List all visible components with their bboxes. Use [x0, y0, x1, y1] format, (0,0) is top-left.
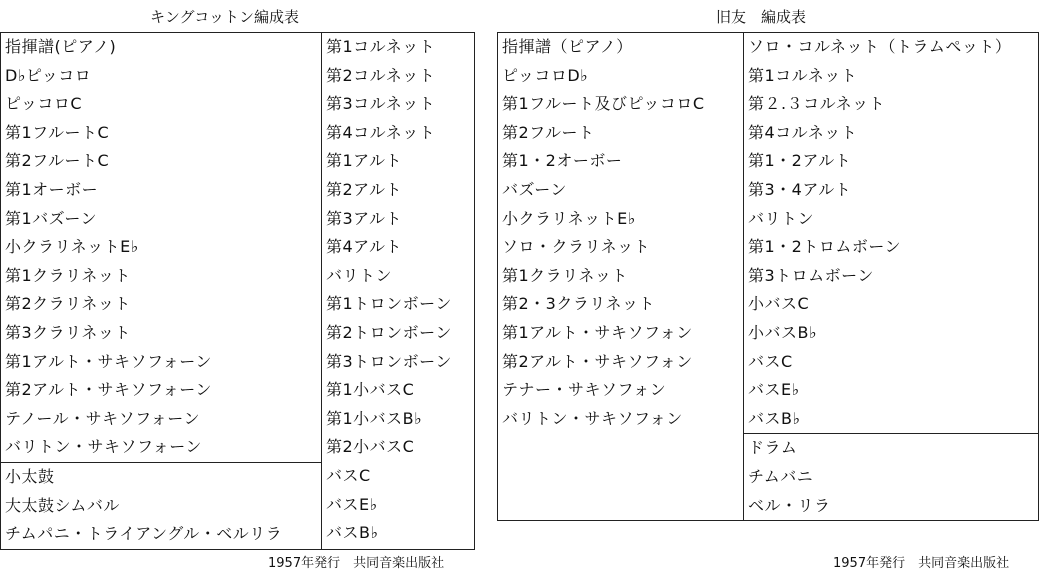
instrument-item: チムバニ	[748, 466, 814, 486]
instrument-item: 第3トロンボーン	[326, 351, 452, 371]
instrument-item: 第1・2オーボー	[502, 151, 623, 171]
instrument-item: バリトン	[748, 208, 815, 228]
instrument-item: バスC	[748, 351, 793, 371]
instrument-item: テノール・サキソフォーン	[5, 408, 200, 428]
right-publisher-note: 1957年発行 共同音楽出版社	[833, 556, 1010, 571]
left-table-title: キングコットン編成表	[150, 8, 299, 26]
instrument-item: 第1小バスB♭	[326, 408, 423, 428]
instrument-item: 第1アルト・サキソフォン	[502, 322, 693, 342]
instrument-item: 小クラリネットE♭	[5, 237, 139, 257]
instrument-item: 第3・4アルト	[748, 179, 852, 199]
instrument-item: 第4アルト	[326, 237, 403, 257]
instrument-item: 第2クラリネット	[5, 294, 131, 314]
instrument-item: 指揮譜(ピアノ)	[5, 37, 117, 56]
right-col2-top	[744, 33, 1038, 434]
instrument-item: 小バスB♭	[748, 322, 818, 342]
instrument-item: ピッコロC	[5, 94, 83, 114]
instrument-item: 第2小バスC	[326, 437, 415, 457]
instrument-item: 第4コルネット	[748, 122, 858, 142]
instrument-item: チムパニ・トライアングル・ベルリラ	[5, 524, 283, 544]
instrument-item: 第3トロムボーン	[748, 265, 874, 285]
instrument-item: ソロ・クラリネット	[502, 237, 651, 257]
instrument-item: 第2・3クラリネット	[502, 294, 656, 314]
right-instrument-table	[497, 32, 1039, 521]
instrument-item: 第1フルートC	[5, 122, 110, 142]
instrument-item: 第1バズーン	[5, 208, 98, 228]
instrument-item: 第3アルト	[326, 208, 403, 228]
instrument-item: 第1・2アルト	[748, 151, 852, 171]
instrument-item: バリトン・サキソフォーン	[5, 437, 202, 457]
left-col2-top	[322, 33, 474, 548]
instrument-item: バスE♭	[326, 494, 378, 514]
right-table-title: 旧友 編成表	[716, 8, 807, 26]
instrument-item: 第1アルト・サキソフォーン	[5, 351, 212, 371]
instrument-item: 第1オーボー	[5, 179, 99, 199]
instrument-item: 第1・2トロムボーン	[748, 237, 902, 257]
instrument-item: 大太鼓シムバル	[5, 495, 120, 515]
instrument-item: 第1フルート及びピッコロC	[502, 94, 705, 114]
left-instrument-table	[0, 32, 475, 550]
right-col1-top	[498, 33, 743, 433]
instrument-item: バスC	[326, 465, 371, 485]
instrument-item: 第3クラリネット	[5, 322, 131, 342]
instrument-item: ソロ・コルネット（トラムペット）	[748, 37, 1012, 56]
instrument-item: 第1クラリネット	[5, 265, 131, 285]
instrument-item: ベル・リラ	[748, 495, 831, 515]
instrument-item: 小太鼓	[5, 466, 55, 486]
instrument-item: バスB♭	[326, 523, 379, 543]
right-brass-column	[744, 33, 1039, 521]
instrument-item: バズーン	[502, 179, 567, 199]
left-col1-bottom	[1, 463, 321, 549]
left-brass-column	[322, 33, 475, 550]
instrument-item: 第2トロンボーン	[326, 322, 452, 342]
left-col1-top	[1, 33, 321, 463]
left-woodwind-column	[1, 33, 322, 550]
right-col2-bottom	[744, 434, 1038, 520]
instrument-item: 第2アルト・サキソフォーン	[5, 380, 212, 400]
right-woodwind-column	[498, 33, 744, 521]
instrument-item: 第1アルト	[326, 151, 403, 171]
instrument-item: 第3コルネット	[326, 94, 436, 114]
instrument-item: 第1コルネット	[748, 65, 858, 85]
instrument-item: バスB♭	[748, 408, 801, 428]
instrument-item: 第1コルネット	[326, 37, 436, 56]
instrument-item: バスE♭	[748, 380, 800, 400]
instrument-item: 第2コルネット	[326, 65, 436, 85]
instrument-item: 第1トロンボーン	[326, 294, 452, 314]
instrument-item: ドラム	[748, 438, 798, 458]
instrument-item: 小バスC	[748, 294, 810, 314]
instrument-item: 指揮譜（ピアノ）	[502, 37, 633, 56]
instrument-item: D♭ピッコロ	[5, 65, 92, 85]
instrument-item: 第1小バスC	[326, 380, 415, 400]
instrument-item: 第2フルート	[502, 122, 595, 142]
instrument-item: ピッコロD♭	[502, 65, 589, 85]
instrument-item: 小クラリネットE♭	[502, 208, 636, 228]
instrument-item: 第1クラリネット	[502, 265, 628, 285]
instrument-item: 第２.３コルネット	[748, 94, 886, 114]
instrument-item: バリトン	[326, 265, 393, 285]
instrument-item: 第2フルートC	[5, 151, 110, 171]
instrument-item: 第4コルネット	[326, 122, 436, 142]
instrument-item: 第2アルト	[326, 179, 403, 199]
instrument-item: 第2アルト・サキソフォン	[502, 351, 693, 371]
left-publisher-note: 1957年発行 共同音楽出版社	[268, 556, 445, 571]
instrument-item: バリトン・サキソフォン	[502, 408, 683, 428]
instrument-item: テナー・サキソフォン	[502, 380, 667, 400]
